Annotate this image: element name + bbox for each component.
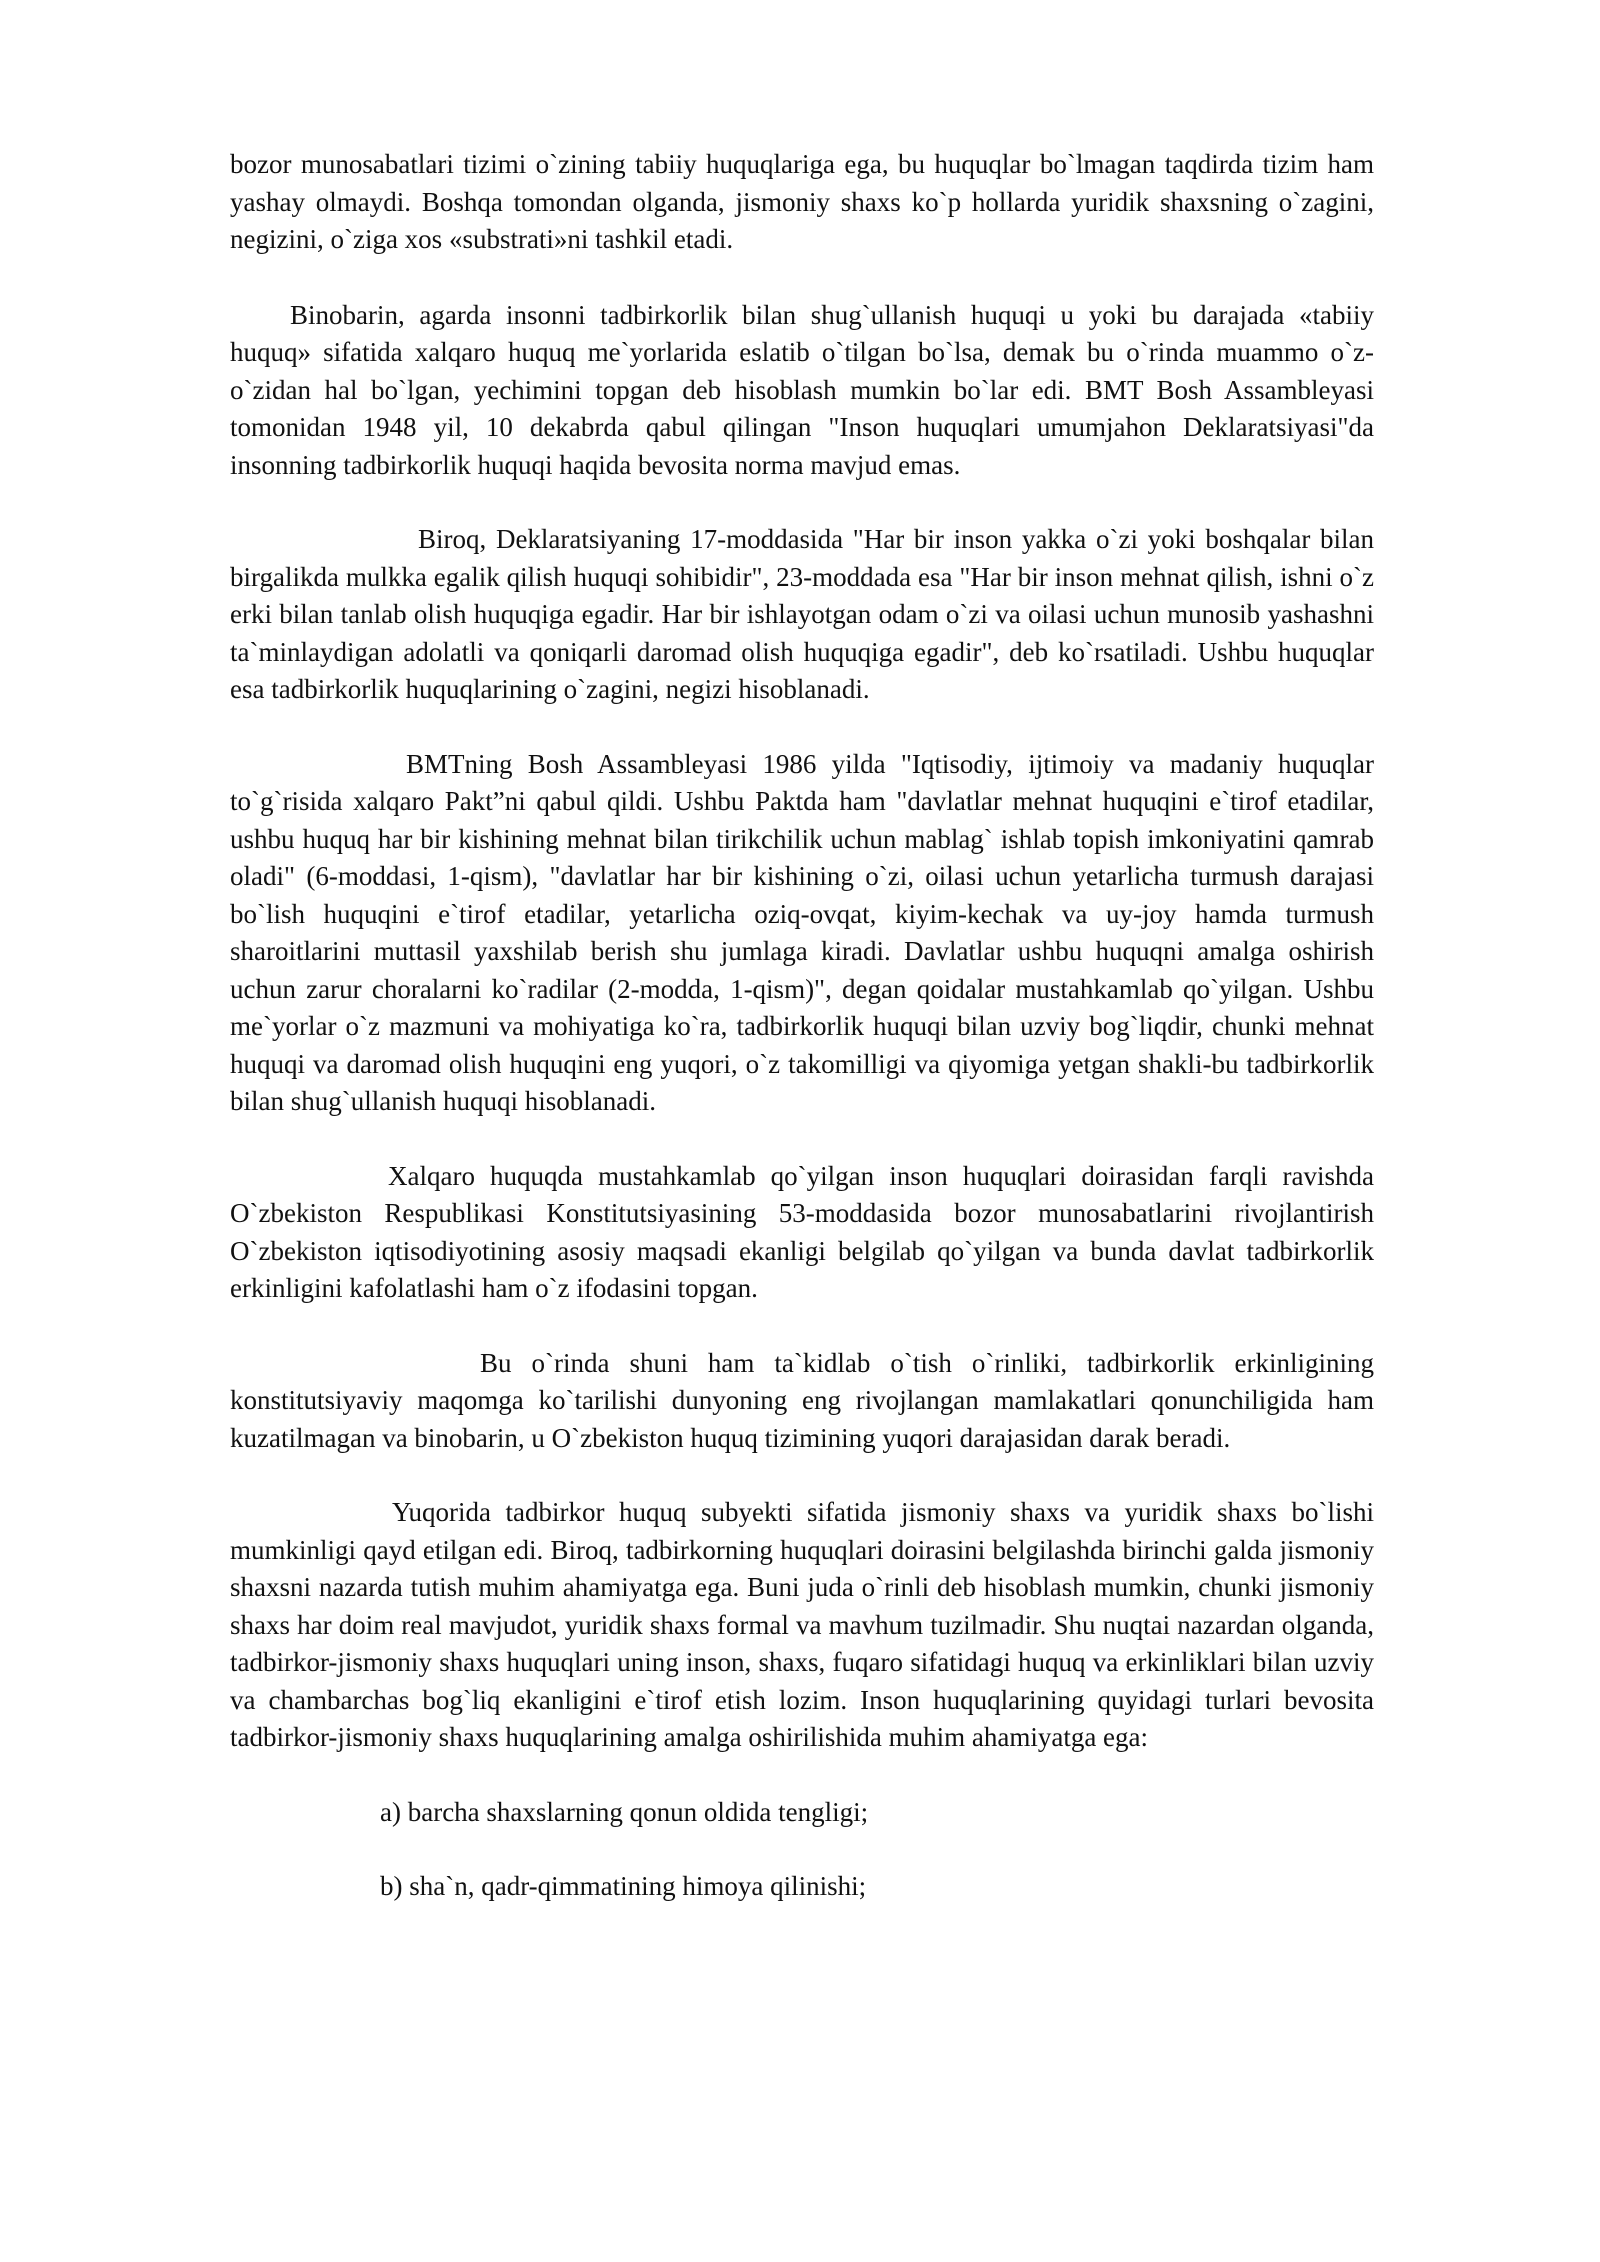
list-item-a: a) barcha shaxslarning qonun oldida tengligi;: [380, 1796, 869, 1827]
paragraph-7: Yuqorida tadbirkor huquq subyekti sifatida jismoniy shaxs va yuridik shaxs bo`lishi mumkinligi qayd etilgan edi. Biroq, tadbirkorning huquqlari doirasini belgilashda birinchi galda jismoniy shaxsni nazarda tutish muhim ahamiyatga ega. Buni juda o`rinli deb hisoblash mumkin, chunki jismoniy shaxs har doim real mavjudot, yuridik shaxs formal va mavhum tuzilmadir. Shu nuqtai nazardan olganda, tadbirkor-jismoniy shaxs huquqlari uning inson, shaxs, fuqaro sifatidagi huquq va erkinliklari bilan uzviy va chambarchas bog`liq ekanligini e`tirof etish lozim. Inson huquqlarining quyidagi turlari bevosita tadbirkor-jismoniy shaxs huquqlarining amalga oshirilishida muhim ahamiyatga ega:: [230, 1497, 1374, 1752]
paragraph-2: Binobarin, agarda insonni tadbirkorlik bilan shug`ullanish huquqi u yoki bu darajada «tabiiy huquq» sifatida xalqaro huquq me`yorlarida eslatib o`tilgan bo`lsa, demak bu o`rinda muammo o`z-o`zidan hal bo`lgan, yechimini topgan deb hisoblash mumkin bo`lar edi. BMT Bosh Assambleyasi tomonidan 1948 yil, 10 dekabrda qabul qilingan "Inson huquqlari umumjahon Deklaratsiyasi"da insonning tadbirkorlik huquqi haqida bevosita norma mavjud emas.: [230, 299, 1374, 480]
document-page: [230, 146, 1374, 1943]
list-item-b: b) sha`n, qadr-qimmatining himoya qilinishi;: [380, 1871, 867, 1901]
paragraph-5: Xalqaro huquqda mustahkamlab qo`yilgan inson huquqlari doirasidan farqli ravishda O`zbekiston Respublikasi Konstitutsiyasining 53-moddasida bozor munosabatlarini rivojlantirish O`zbekiston iqtisodiyotining asosiy maqsadi ekanligi belgilab qo`yilgan va bunda davlat tadbirkorlik erkinligini kafolatlashi ham o`z ifodasini topgan.: [230, 1160, 1374, 1303]
paragraph-1: bozor munosabatlari tizimi o`zining tabiiy huquqlariga ega, bu huquqlar bo`lmagan taqdirda tizim ham yashay olmaydi. Boshqa tomondan olganda, jismoniy shaxs ko`p hollarda yuridik shaxsning o`zagini, negizini, o`ziga xos «substrati»ni tashkil etadi.: [230, 149, 1374, 254]
paragraph-6: Bu o`rinda shuni ham ta`kidlab o`tish o`rinliki, tadbirkorlik erkinligining konstitutsiyaviy maqomga ko`tarilishi dunyoning eng rivojlangan mamlakatlari qonunchiligida ham kuzatilmagan va binobarin, u O`zbekiston huquq tizimining yuqori darajasidan darak beradi.: [230, 1347, 1374, 1453]
paragraph-3: Biroq, Deklaratsiyaning 17-moddasida "Har bir inson yakka o`zi yoki boshqalar bilan birgalikda mulkka egalik qilish huquqi sohibidir", 23-moddada esa "Har bir inson mehnat qilish, ishni o`z erki bilan tanlab olish huquqiga egadir. Har bir ishlayotgan odam o`zi va oilasi uchun munosib yashashni ta`minlaydigan adolatli va qoniqarli daromad olish huquqiga egadir", deb ko`rsatiladi. Ushbu huquqlar esa tadbirkorlik huquqlarining o`zagini, negizi hisoblanadi.: [230, 524, 1374, 704]
paragraph-4: BMTning Bosh Assambleyasi 1986 yilda "Iqtisodiy, ijtimoiy va madaniy huquqlar to`g`risida xalqaro Pakt”ni qabul qildi. Ushbu Paktda ham "davlatlar mehnat huquqini e`tirof etadilar, ushbu huquq har bir kishining mehnat bilan tirikchilik uchun mablag` ishlab topish imkoniyatini qamrab oladi" (6-moddasi, 1-qism), "davlatlar har bir kishining o`zi, oilasi uchun yetarlicha turmush darajasi bo`lish huquqini e`tirof etadilar, yetarlicha oziq-ovqat, kiyim-kechak va uy-joy hamda turmush sharoitlarini muttasil yaxshilab berish shu jumlaga kiradi. Davlatlar ushbu huquqni amalga oshirish uchun zarur choralarni ko`radilar (2-modda, 1-qism)", degan qoidalar mustahkamlab qo`yilgan. Ushbu me`yorlar o`z mazmuni va mohiyatiga ko`ra, tadbirkorlik huquqi bilan uzviy bog`liqdir, chunki mehnat huquqi va daromad olish huquqini eng yuqori, o`z takomilligi va qiyomiga yetgan shakli-bu tadbirkorlik bilan shug`ullanish huquqi hisoblanadi.: [230, 748, 1374, 1116]
